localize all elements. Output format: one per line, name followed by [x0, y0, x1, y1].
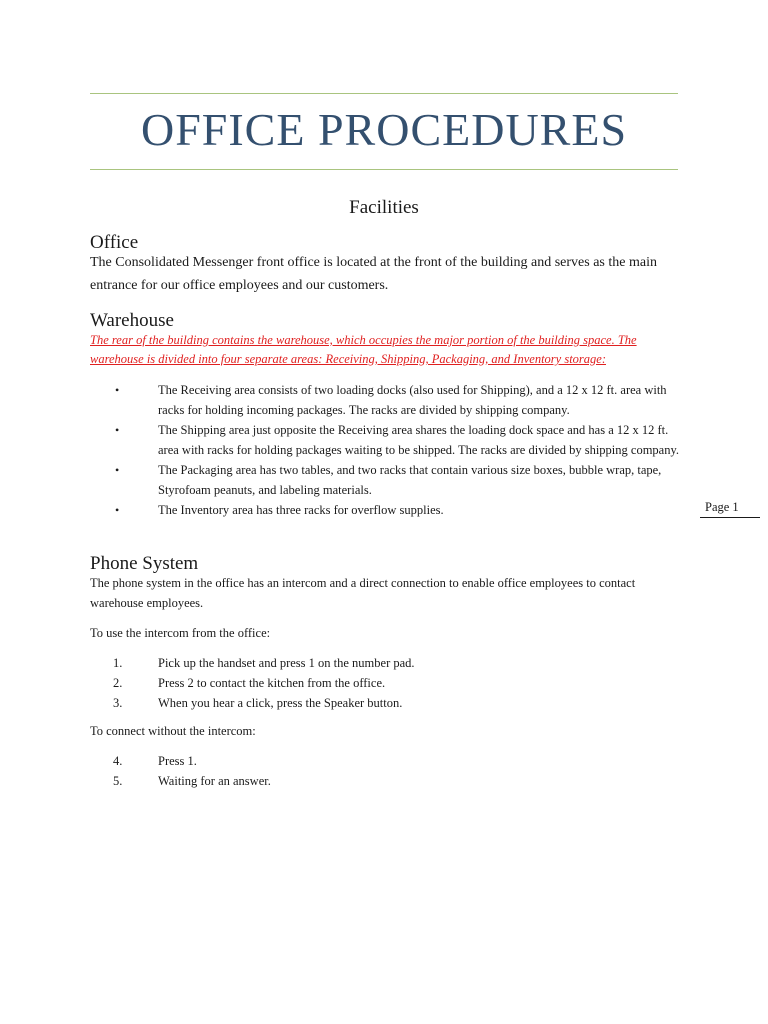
list-item-text: Waiting for an answer.: [158, 774, 271, 788]
list-item: [90, 751, 680, 771]
list-number: 1.: [113, 656, 123, 670]
page-number-rule: [700, 517, 760, 518]
warehouse-heading: Warehouse: [90, 310, 174, 331]
list-item: [90, 693, 680, 713]
warehouse-bullet-list: [90, 380, 680, 520]
bullet-glyph: •: [115, 383, 120, 397]
list-item: [90, 420, 680, 460]
bullet-glyph: •: [115, 503, 120, 517]
direct-steps-list: [90, 751, 680, 791]
warehouse-tracked-paragraph: The rear of the building contains the warehouse, which occupies the major portion of the building space. The warehouse is divided into four separate areas: Receiving, Shipping, Packaging, and Inventory storage:: [90, 333, 637, 366]
list-item-text: The Shipping area just opposite the Receiving area shares the loading dock space and has a 12 x 12 ft. area with racks for holding packages waiting to be shipped. The racks are divided by shipping company.: [158, 423, 680, 457]
phone-system-paragraph: The phone system in the office has an intercom and a direct connection to enable office employees to contact warehouse employees.: [90, 576, 636, 610]
list-item: [90, 771, 680, 791]
list-item-text: The Packaging area has two tables, and two racks that contain various size boxes, bubble wrap, tape, Styrofoam peanuts, and labeling materials.: [158, 463, 662, 497]
bullet-glyph: •: [115, 423, 120, 437]
list-number: 5.: [113, 774, 123, 788]
phone-system-heading: Phone System: [90, 553, 199, 574]
intercom-intro: To use the intercom from the office:: [90, 626, 271, 640]
title-bottom-rule: [90, 169, 678, 170]
list-number: 3.: [113, 696, 123, 710]
list-item-text: The Receiving area consists of two loading docks (also used for Shipping), and a 12 x 12 ft. area with racks for holding incoming packages. The racks are divided by shipping company.: [158, 383, 667, 417]
bullet-glyph: •: [115, 463, 120, 477]
list-number: 2.: [113, 676, 123, 690]
list-item-text: Pick up the handset and press 1 on the number pad.: [158, 656, 415, 670]
list-item-text: Press 1.: [158, 754, 197, 768]
list-item: [90, 380, 680, 420]
page-number-label: Page 1: [705, 500, 739, 514]
office-paragraph: The Consolidated Messenger front office is located at the front of the building and serves as the main entrance for our office employees and our customers.: [90, 255, 657, 293]
list-item-text: Press 2 to contact the kitchen from the office.: [158, 676, 386, 690]
list-item: [90, 460, 680, 500]
title-top-rule: [90, 93, 678, 94]
list-number: 4.: [113, 754, 123, 768]
direct-connect-intro: To connect without the intercom:: [90, 724, 256, 738]
intercom-steps-list: [90, 653, 680, 713]
list-item: [90, 500, 680, 520]
section-title: Facilities: [349, 197, 419, 218]
list-item-text: The Inventory area has three racks for overflow supplies.: [158, 503, 444, 517]
list-item: [90, 673, 680, 693]
document-title: OFFICE PROCEDURES: [140, 104, 628, 155]
list-item-text: When you hear a click, press the Speaker button.: [158, 696, 403, 710]
office-heading: Office: [90, 232, 139, 253]
list-item: [90, 653, 680, 673]
